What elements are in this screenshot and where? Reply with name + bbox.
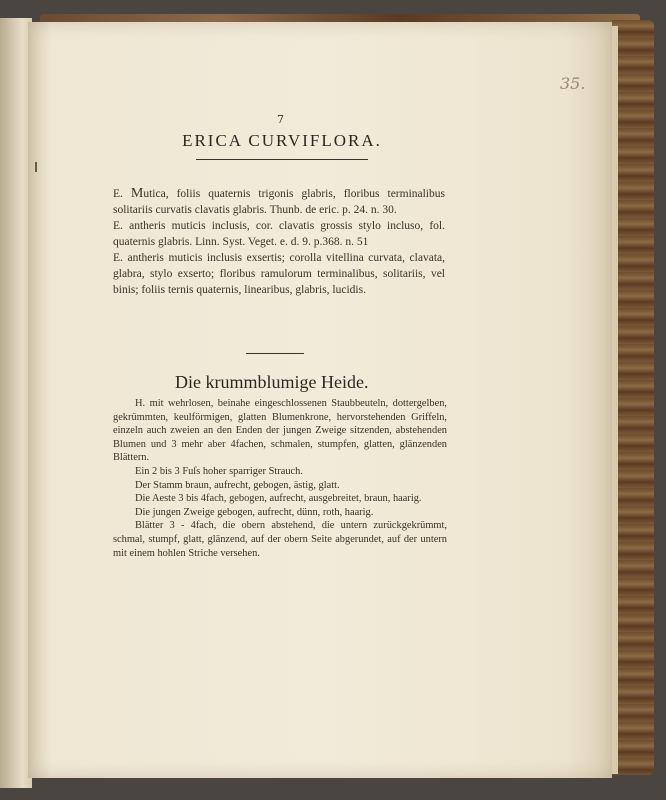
drop-letter: M: [130, 186, 144, 201]
margin-mark: [35, 162, 37, 172]
section-rule: [246, 353, 304, 354]
latin-text: E. antheris muticis inclusis, cor. clavatis grossis stylo incluso, fol. quaternis glabris. Linn. Syst. Veget. e. d. 9. p.368. n. 51: [113, 220, 445, 248]
title-rule: [196, 159, 368, 160]
latin-description: [113, 186, 445, 298]
latin-paragraph: [113, 218, 445, 250]
german-title: Die krummblumige Heide.: [175, 372, 369, 392]
german-paragraph: Blätter 3 - 4fach, die obern abstehend, die untern zurückgekrümmt, schmal, stumpf, glatt, glänzend, auf der obern Seite abgerundet, auf der untern mit einem hohlen Striche versehen.: [113, 520, 447, 559]
page-title: ERICA CURVIFLORA.: [182, 131, 382, 150]
german-paragraph: Die jungen Zweige gebogen, aufrecht, dünn, roth, haarig.: [135, 506, 374, 518]
german-paragraph: H. mit wehrlosen, beinahe eingeschlossenen Staubbeuteln, dottergelben, gekrümmten, keulförmigen, glatten Blumenkrone, hervorstehenden Griffeln, einzeln auch zweien an den Enden der jungen Zweige sitzenden, abstehenden Blumen und 3 mehr aber 4fachen, schmalen, stumpfen, glatten, glänzenden Blättern.: [113, 398, 447, 464]
german-paragraph: Ein 2 bis 3 Fuſs hoher sparriger Strauch.: [135, 465, 303, 477]
german-description: [113, 397, 447, 560]
latin-lead: E.: [113, 188, 131, 200]
german-paragraph: Der Stamm braun, aufrecht, gebogen, ästig, glatt.: [135, 479, 340, 491]
latin-paragraph: [113, 250, 445, 298]
latin-paragraph: [113, 186, 445, 218]
latin-text: utica, foliis quaternis trigonis glabris, floribus terminalibus solitariis curvatis clavatis glabris. Thunb. de eric. p. 24. n. 30.: [113, 188, 445, 216]
book-cover-right: [612, 20, 654, 775]
german-paragraph: Die Aeste 3 bis 4fach, gebogen, aufrecht, ausgebreitet, braun, haarig.: [135, 493, 422, 505]
folio-number: 35.: [560, 74, 586, 93]
plate-number: 7: [277, 113, 284, 126]
latin-text: E. antheris muticis inclusis exsertis; corolla vitellina curvata, clavata, glabra, stylo exserto; floribus ramulorum terminalibus, solitariis, vel binis; foliis ternis quaternis, linearibus, glabris, lucidis.: [113, 252, 445, 296]
